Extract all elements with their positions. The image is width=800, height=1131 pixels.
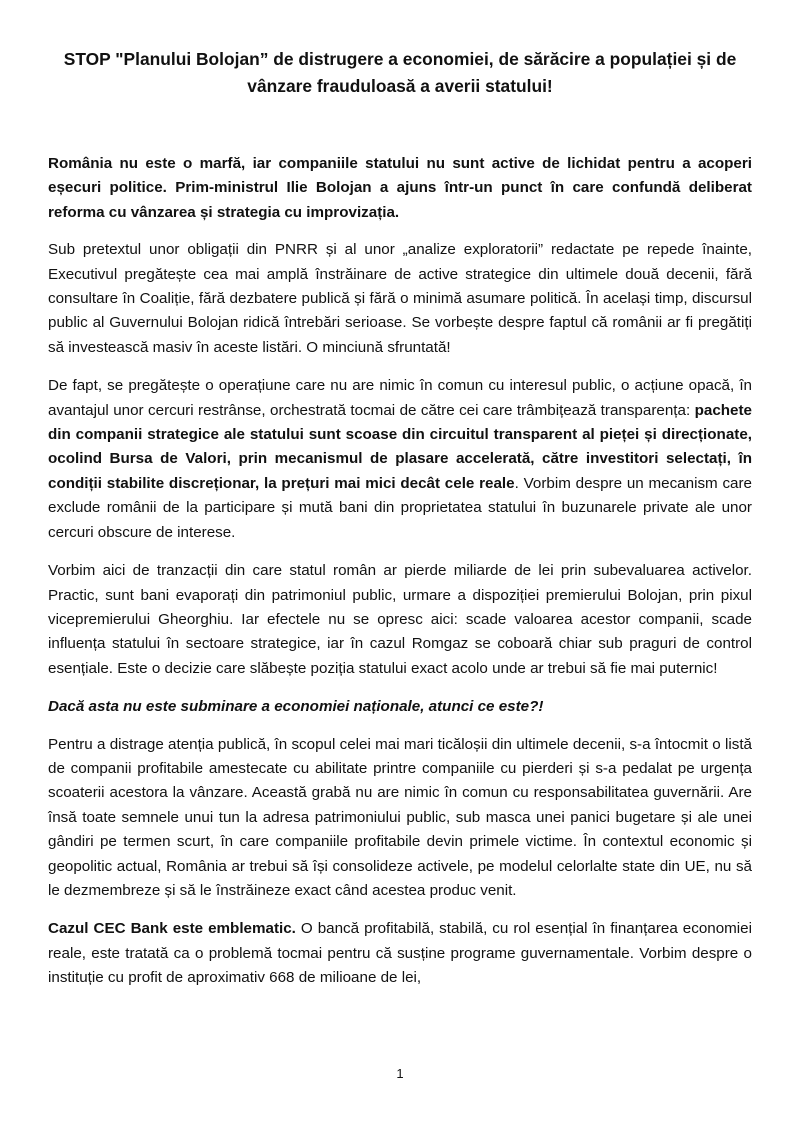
paragraph-text: O bancă profitabilă, stabilă, cu rol esențial în finanțarea economiei reale, este tratată ca o problemă tocmai pentru că susține programe guvernamentale. Vorbim despre o instituție cu profit de aproximativ 668 de milioane de lei,	[48, 920, 752, 987]
paragraph-accelerated-placement	[48, 374, 752, 545]
paragraph-text: De fapt, se pregătește o operațiune care nu are nimic în comun cu interesul public, o acțiune opacă, în avantajul unor cercuri restrânse, orchestrată tocmai de către cei care trâmbițează transparența:	[48, 377, 752, 419]
page-number: 1	[396, 1066, 404, 1081]
paragraph-text: . Vorbim despre un mecanism care exclude românii de la participare și mută bani din proprietatea statului în buzunarele private ale unor cercuri obscure de interese.	[48, 474, 752, 541]
paragraph-cec-bank	[48, 917, 752, 990]
lead-paragraph: România nu este o marfă, iar companiile statului nu sunt active de lichidat pentru a acoperi eșecuri politice. Prim-ministrul Ilie Bolojan a ajuns într-un punct în care confundă deliberat reforma cu vânzarea și strategia cu improvizația.	[48, 155, 752, 221]
emphasis-text: Cazul CEC Bank este emblematic.	[48, 920, 296, 938]
rhetorical-question: Dacă asta nu este subminare a economiei naționale, atunci ce este?!	[48, 698, 544, 716]
paragraph-company-list: Pentru a distrage atenția publică, în scopul celei mai mari ticăloșii din ultimele decenii, s-a întocmit o listă de companii profitabile amestecate cu abilitate printre companiile cu pierderi și s-a pedalat pe urgența scoaterii acestora la vânzare. Această grabă nu are nimic în comun cu responsabilitatea guvernării. Are însă toate semnele unui tun la adresa patrimoniului public, sub masca unei panici bugetare și ale unei gândiri pe termen scurt, în care companiile profitabile devin primele victime. În contextul economic și geopolitic actual, România ar trebui să își consolideze activele, pe modelul celorlalte state din UE, nu să le dezmembreze și să le înstrăineze exact când acestea produc venit.	[48, 735, 752, 899]
document-title: STOP "Planului Bolojan” de distrugere a economiei, de sărăcire a populației și de vânzare frauduloasă a averii statului!	[63, 49, 737, 96]
paragraph-transactions: Vorbim aici de tranzacții din care statul român ar pierde miliarde de lei prin subevaluarea activelor. Practic, sunt bani evaporați din patrimoniul public, urmare a dispoziției premierului Bolojan, prin pixul vicepremierului Gheorghiu. Iar efectele nu se opresc aici: scade valoarea acestor companii, scade influența statului în sectoare strategice, iar în cazul Romgaz se coboară chiar sub praguri de control esențiale. Este o decizie care slăbește poziția statului exact acolo unde ar trebui să fie mai puternic!	[48, 562, 752, 677]
emphasis-text: pachete din companii strategice ale statului sunt scoase din circuitul transparent al pieței și direcționate, ocolind Bursa de Valori, prin mecanismul de plasare accelerată, către investitori selectați, în condiții stabilite discreționar, la prețuri mai mici decât cele reale	[48, 401, 752, 492]
paragraph-pnrr: Sub pretextul unor obligații din PNRR și al unor „analize exploratorii” redactate pe repede înainte, Executivul pregătește cea mai amplă înstrăinare de active strategice din ultimele două decenii, fără consultare în Coaliție, fără dezbatere publică și fără o minimă asumare politică. În același timp, discursul public al Guvernului Bolojan ridică întrebări serioase. Se vorbește despre faptul că românii ar fi pregătiți să investească masiv în aceste listări. O minciună sfruntată!	[48, 241, 752, 356]
document-page	[48, 46, 752, 1005]
